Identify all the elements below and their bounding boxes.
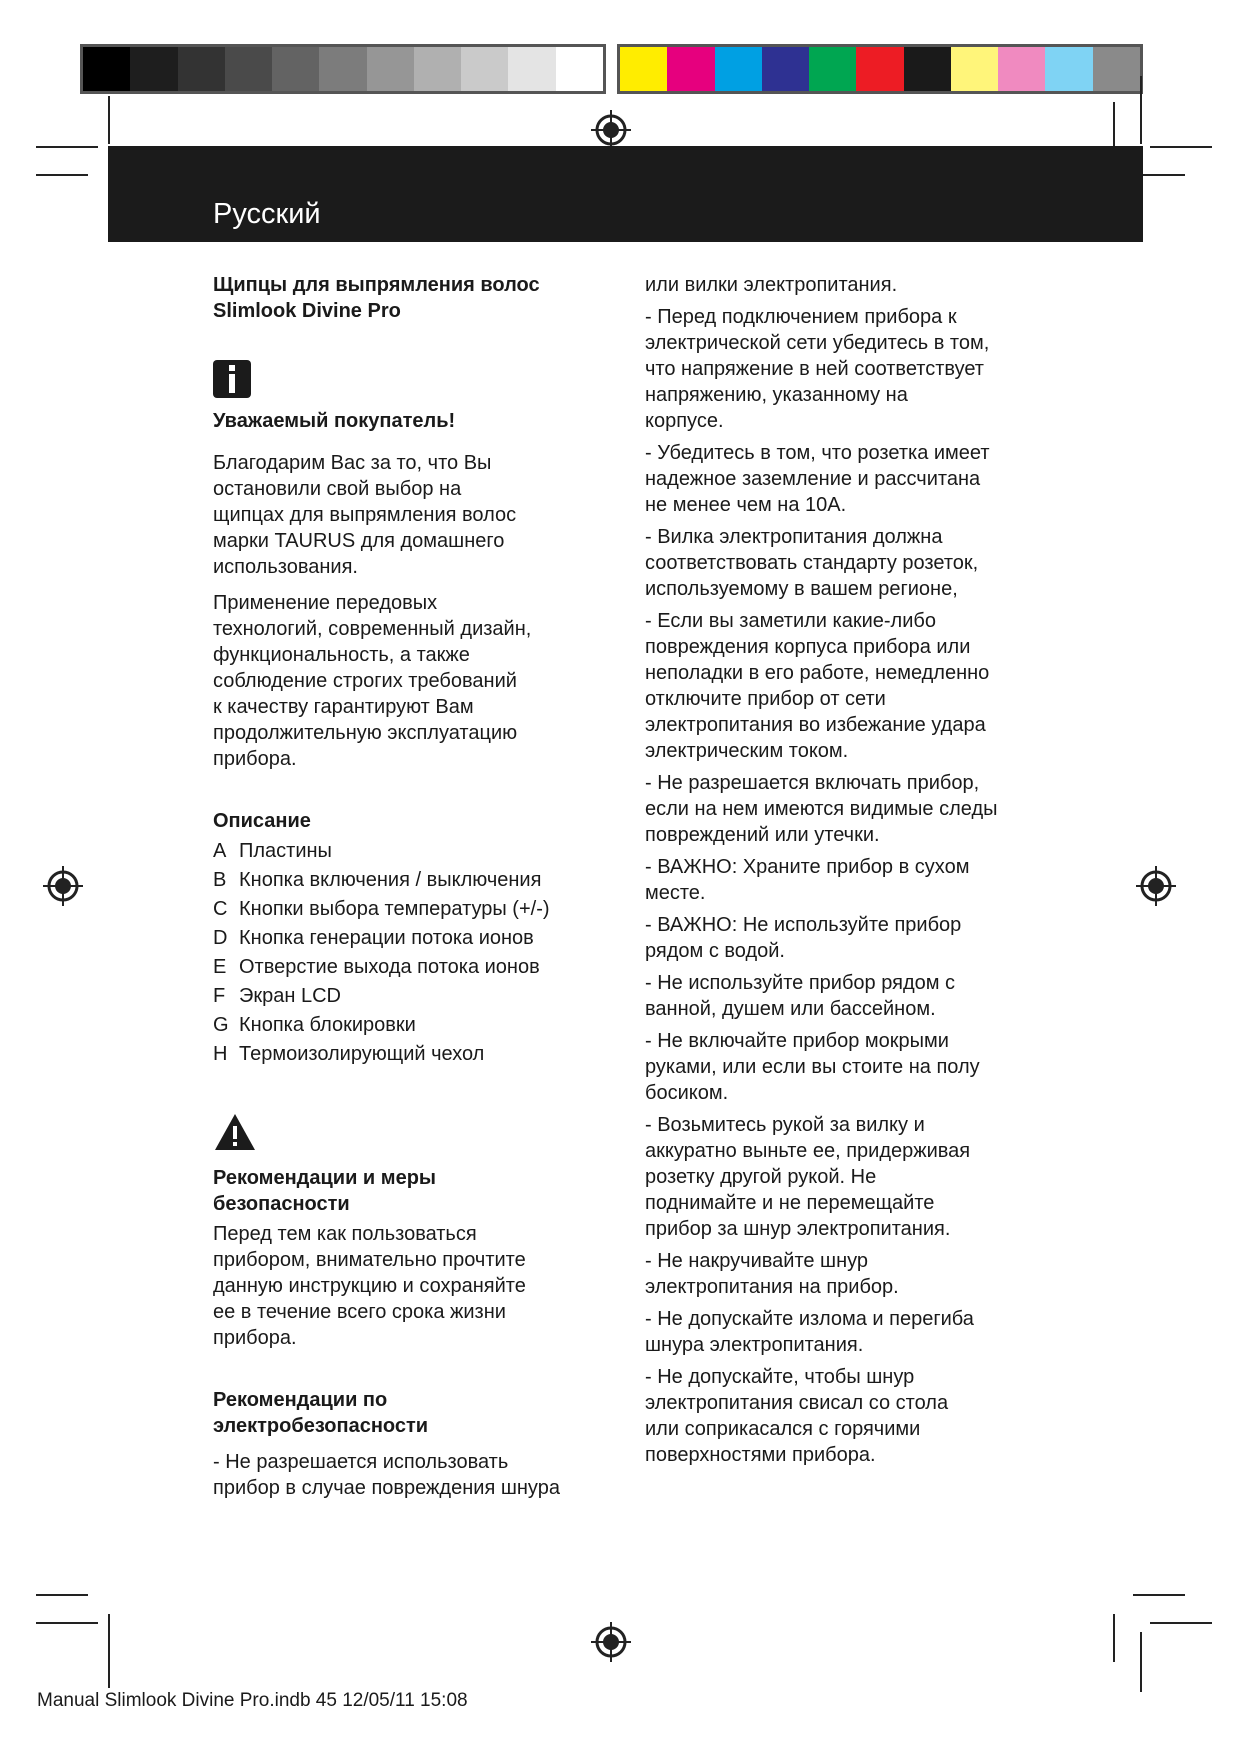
- safety-heading: Рекомендации и меры безопасности: [213, 1167, 436, 1215]
- description-item-text: Кнопки выбора температуры (+/-): [239, 898, 550, 920]
- electrical-safety-heading: Рекомендации по электробезопасности: [213, 1389, 429, 1437]
- description-item-letter: A: [213, 840, 227, 862]
- gray-swatch: [272, 47, 319, 91]
- warning-icon: [213, 1112, 257, 1152]
- right-column: [645, 272, 1045, 1474]
- color-swatch: [620, 47, 667, 91]
- product-title: Щипцы для выпрямления волос Slimlook Divine Pro: [213, 274, 540, 322]
- description-item-letter: D: [213, 927, 228, 949]
- registration-mark-icon: [591, 1622, 631, 1662]
- gray-swatch: [556, 47, 603, 91]
- description-item-text: Кнопка блокировки: [239, 1014, 416, 1036]
- description-item: [213, 896, 613, 922]
- description-item-letter: F: [213, 985, 226, 1007]
- safety-item: - Не разрешается включать прибор, если на нем имеются видимые следы повреждений или утечки.: [645, 772, 998, 846]
- electrical-safety-first-item: - Не разрешается использовать прибор в случае повреждения шнура: [213, 1451, 560, 1499]
- description-item-text: Кнопка включения / выключения: [239, 869, 542, 891]
- description-item: [213, 925, 613, 951]
- greeting-heading: Уважаемый покупатель!: [213, 410, 456, 432]
- safety-item: - Не включайте прибор мокрыми руками, или если вы стоите на полу босиком.: [645, 1030, 980, 1104]
- description-item-letter: B: [213, 869, 227, 891]
- crop-mark: [1150, 146, 1212, 148]
- safety-item: - Не используйте прибор рядом с ванной, душем или бассейном.: [645, 972, 956, 1020]
- process-color-bar: [617, 44, 1143, 94]
- gray-swatch: [130, 47, 177, 91]
- description-item: [213, 838, 613, 864]
- description-item-text: Отверстие выхода потока ионов: [239, 956, 540, 978]
- language-header-bar: [108, 146, 1143, 242]
- safety-item: - Не накручивайте шнур электропитания на прибор.: [645, 1250, 899, 1298]
- crop-mark: [36, 1622, 98, 1624]
- thanks-paragraph: Благодарим Вас за то, что Вы остановили свой выбор на щипцах для выпрямления волос марки TAURUS для домашнего использования.: [213, 452, 517, 578]
- description-item: [213, 1012, 613, 1038]
- safety-item: - Возьмитесь рукой за вилку и аккуратно выньте ее, придерживая розетку другой рукой. Не поднимайте и не перемещайте прибор за шнур электропитания.: [645, 1114, 971, 1240]
- color-swatch: [856, 47, 903, 91]
- grayscale-color-bar: [80, 44, 606, 94]
- gray-swatch: [178, 47, 225, 91]
- gray-swatch: [508, 47, 555, 91]
- color-swatch: [809, 47, 856, 91]
- description-item-letter: C: [213, 898, 228, 920]
- crop-mark: [108, 96, 110, 144]
- description-item-letter: E: [213, 956, 227, 978]
- left-column: [213, 272, 613, 1511]
- crop-mark: [1140, 1632, 1142, 1692]
- color-swatch: [667, 47, 714, 91]
- safety-item: - ВАЖНО: Храните прибор в сухом месте.: [645, 856, 970, 904]
- gray-swatch: [83, 47, 130, 91]
- safety-item: - Не допускайте излома и перегиба шнура электропитания.: [645, 1308, 974, 1356]
- color-swatch: [904, 47, 951, 91]
- description-item: [213, 867, 613, 893]
- language-title: Русский: [213, 198, 321, 230]
- description-item-text: Пластины: [239, 840, 332, 862]
- color-swatch: [715, 47, 762, 91]
- registration-mark-icon: [591, 110, 631, 150]
- color-swatch: [951, 47, 998, 91]
- safety-item: - Убедитесь в том, что розетка имеет надежное заземление и рассчитана не менее чем на 10А.: [645, 442, 990, 516]
- crop-mark: [1150, 1622, 1212, 1624]
- description-item: [213, 983, 613, 1009]
- description-item: [213, 954, 613, 980]
- color-swatch: [998, 47, 1045, 91]
- safety-item: - Перед подключением прибора к электрической сети убедитесь в том, что напряжение в ней соответствует напряжению, указанному на корпусе.: [645, 306, 990, 432]
- description-heading: Описание: [213, 810, 311, 832]
- safety-item: - Не допускайте, чтобы шнур электропитания свисал со стола или соприкасался с горячими поверхностями прибора.: [645, 1366, 949, 1466]
- crop-mark: [36, 146, 98, 148]
- gray-swatch: [225, 47, 272, 91]
- gray-swatch: [461, 47, 508, 91]
- description-item-text: Кнопка генерации потока ионов: [239, 927, 534, 949]
- description-item-letter: H: [213, 1043, 228, 1065]
- description-item-text: Термоизолирующий чехол: [239, 1043, 485, 1065]
- description-list: [213, 838, 613, 1067]
- info-icon: [213, 360, 251, 398]
- safety-intro-paragraph: Перед тем как пользоваться прибором, внимательно прочтите данную инструкцию и сохраняйте ее в течение всего срока жизни прибора.: [213, 1223, 526, 1349]
- color-swatch: [1093, 47, 1140, 91]
- safety-item: - Если вы заметили какие-либо повреждения корпуса прибора или неполадки в его работе, немедленно отключите прибор от сети электропитания во избежание удара электрическим током.: [645, 610, 990, 762]
- crop-mark: [1140, 76, 1142, 144]
- description-item: [213, 1041, 613, 1067]
- gray-swatch: [367, 47, 414, 91]
- description-item-text: Экран LCD: [239, 985, 341, 1007]
- crop-mark: [36, 1594, 88, 1596]
- registration-mark-icon: [1136, 866, 1176, 906]
- safety-item: - ВАЖНО: Не используйте прибор рядом с водой.: [645, 914, 962, 962]
- crop-mark: [108, 1614, 110, 1688]
- print-slug: Manual Slimlook Divine Pro.indb 45 12/05/11 15:08: [37, 1690, 468, 1711]
- color-swatch: [1045, 47, 1092, 91]
- technology-paragraph: Применение передовых технологий, современный дизайн, функциональность, а также соблюдение строгих требований к качеству гарантируют Вам продолжительную эксплуатацию прибора.: [213, 592, 532, 770]
- gray-swatch: [319, 47, 366, 91]
- registration-mark-icon: [43, 866, 83, 906]
- crop-mark: [36, 174, 88, 176]
- color-swatch: [762, 47, 809, 91]
- crop-mark: [1133, 1594, 1185, 1596]
- description-item-letter: G: [213, 1014, 229, 1036]
- safety-item: или вилки электропитания.: [645, 274, 898, 296]
- safety-item: - Вилка электропитания должна соответствовать стандарту розеток, используемому в вашем регионе,: [645, 526, 979, 600]
- gray-swatch: [414, 47, 461, 91]
- crop-mark: [1113, 1614, 1115, 1662]
